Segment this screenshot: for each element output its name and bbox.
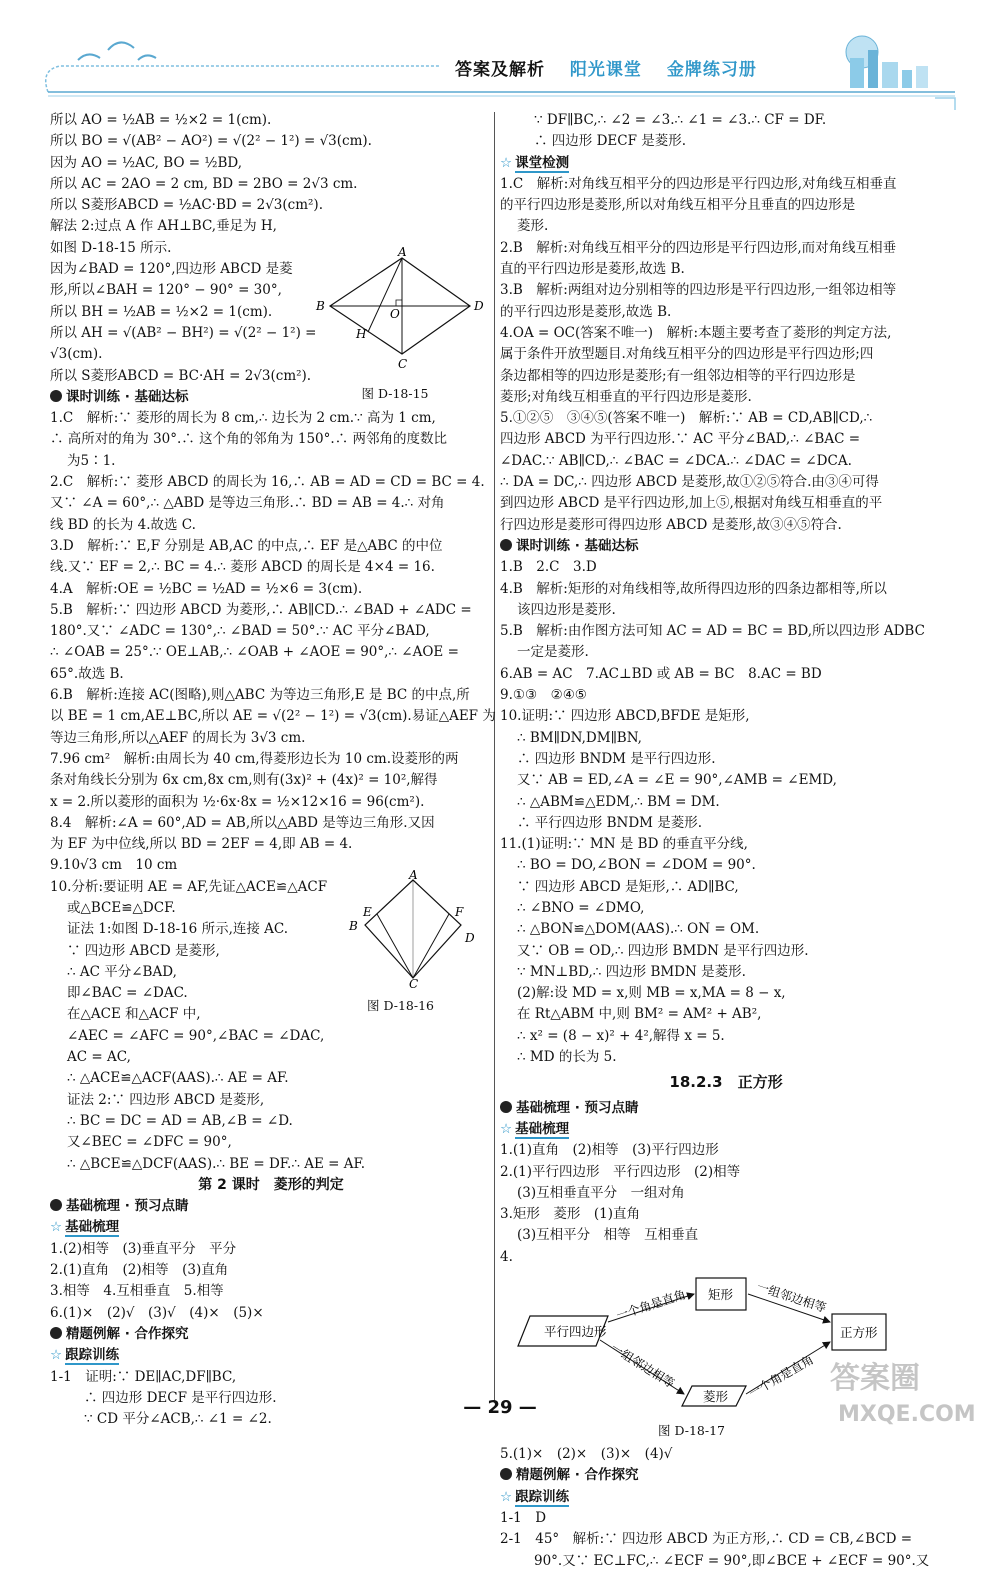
text-line: ∴ 四边形 BNDM 是平行四边形.: [517, 750, 716, 767]
text-line: 4.: [500, 1248, 513, 1265]
text-line: 的平行四边形是菱形,所以对角线互相平分且垂直的四边形是: [500, 197, 856, 214]
text-line: ∴ △ABM≌△EDM,∴ BM = DM.: [517, 793, 720, 810]
text-line: ∴ 平行四边形 BNDM 是菱形.: [517, 814, 703, 831]
text-line: 1.(2)相等 (3)垂直平分 平分: [50, 1240, 237, 1257]
text-line: ∴ △ACE≌△ACF(AAS).∴ AE = AF.: [67, 1070, 289, 1087]
edge-label: 一个角是直角: [614, 1287, 688, 1323]
subsection-heading: ☆ 基础梳理: [500, 1120, 570, 1137]
label-o: O: [390, 307, 400, 321]
text-line: 又∵ ∠A = 60°,∴ △ABD 是等边三角形.∴ BD = AB = 4.∴ 对角: [50, 495, 445, 512]
lesson-title: 第 2 课时 菱形的判定: [198, 1176, 344, 1193]
edge-label: 一组邻边相等: [755, 1279, 828, 1316]
label-d: D: [465, 931, 475, 945]
box-rhombus: 菱形: [703, 1389, 729, 1405]
text-line: 9.①③ ②④⑤: [500, 687, 587, 704]
text-line: ∵ 四边形 ABCD 是菱形,: [67, 942, 220, 959]
text-line: ∵ 四边形 ABCD 是矩形,∴ AD∥BC,: [517, 878, 739, 895]
text-line: 又∠BEC = ∠DFC = 90°,: [67, 1134, 232, 1151]
text-line: 菱形;对角线互相垂直的平行四边形是菱形.: [500, 388, 752, 405]
header-title-series: 阳光课堂: [569, 60, 642, 80]
section-bullet-icon: [500, 1101, 512, 1113]
text-line: 形,所以∠BAH = 120° − 90° = 30°,: [50, 282, 282, 299]
text-line: ∠AEC = ∠AFC = 90°,∠BAC = ∠DAC,: [67, 1027, 325, 1044]
text-line: x = 2.所以菱形的面积为 ½·6x·8x = ½×12×16 = 96(cm²).: [50, 793, 425, 810]
label-b: B: [316, 299, 325, 313]
text-line: 或△BCE≌△DCF.: [67, 899, 176, 916]
text-line: 直的平行四边形是菱形,故选 B.: [500, 261, 685, 278]
text-line: 所以 AO = ½AB = ½×2 = 1(cm).: [50, 112, 272, 128]
column-divider: [494, 112, 495, 1402]
label-a: A: [398, 246, 407, 259]
text-line: 2.C 解析:∵ 菱形 ABCD 的周长为 16,∴ AB = AD = CD = BC = 4.: [50, 474, 485, 491]
text-line: 在△ACE 和△ACF 中,: [67, 1006, 201, 1023]
edge-label: 一个角是直角: [746, 1352, 816, 1401]
text-line: 所以 AC = 2AO = 2 cm, BD = 2BO = 2√3 cm.: [50, 175, 358, 192]
text-line: (3)互相平分 相等 互相垂直: [517, 1227, 699, 1244]
text-line: 等边三角形,所以△AEF 的周长为 3√3 cm.: [50, 729, 306, 746]
text-line: ∴ BO = DO,∠BON = ∠DOM = 90°.: [517, 857, 756, 874]
text-line: ∴ BM∥DN,DM∥BN,: [517, 729, 642, 746]
box-rectangle: 矩形: [708, 1287, 734, 1303]
text-line: 2-1 45° 解析:∵ 四边形 ABCD 为正方形,∴ CD = CB,∠BCD =: [500, 1531, 913, 1548]
text-line: 7.96 cm² 解析:由周长为 40 cm,得菱形边长为 10 cm.设菱形的两: [50, 750, 459, 767]
figure-d-18-16: [345, 870, 485, 1014]
label-c: C: [409, 977, 419, 988]
text-line: 2.(1)直角 (2)相等 (3)直角: [50, 1262, 229, 1279]
text-line: 又∵ AB = ED,∠A = ∠E = 90°,∠AMB = ∠EMD,: [517, 772, 837, 789]
text-line: (2)解:设 MD = x,则 MB = x,MA = 8 − x,: [517, 985, 786, 1002]
text-line: 行四边形是菱形可得四边形 ABCD 是菱形,故③④⑤符合.: [500, 516, 842, 533]
text-line: ∴ AC 平分∠BAD,: [67, 963, 177, 980]
text-line: 线.又∵ EF = 2,∴ BC = 4.∴ 菱形 ABCD 的周长是 4×4 = 16.: [50, 559, 435, 576]
text-line: 因为 AO = ½AC, BO = ½BD,: [50, 154, 243, 171]
text-line: 菱形.: [517, 218, 549, 235]
text-line: ∠DAC.∵ AB∥CD,∴ ∠BAC = ∠DCA.∴ ∠DAC = ∠DCA.: [500, 452, 852, 469]
star-icon: ☆: [500, 1120, 513, 1137]
text-line: 的平行四边形是菱形,故选 B.: [500, 303, 672, 320]
text-line: ∵ MN⊥BD,∴ 四边形 BMDN 是菱形.: [517, 963, 746, 980]
box-parallelogram: 平行四边形: [544, 1324, 607, 1340]
text-line: 4.A 解析:OE = ½BC = ½AD = ½×6 = 3(cm).: [50, 580, 363, 597]
text-line: 该四边形是菱形.: [517, 601, 616, 618]
text-line: 11.(1)证明:∵ MN 是 BD 的垂直平分线,: [500, 836, 748, 853]
label-f: F: [455, 905, 464, 919]
figure-caption: 图 D-18-16: [367, 998, 434, 1014]
section-bullet-icon: [50, 1199, 62, 1211]
text-line: ∴ 四边形 DECF 是菱形.: [534, 133, 687, 150]
text-line: 5.①②⑤ ③④⑤(答案不唯一) 解析:∵ AB = CD,AB∥CD,∴: [500, 410, 873, 427]
text-line: ∵ CD 平分∠ACB,∴ ∠1 = ∠2.: [84, 1411, 272, 1428]
text-line: ∵ DF∥BC,∴ ∠2 = ∠3.∴ ∠1 = ∠3.∴ CF = DF.: [534, 112, 827, 128]
subsection-heading: ☆ 课堂检测: [500, 154, 570, 171]
watermark-logo: 答案圈: [830, 1361, 920, 1396]
text-line: 2.(1)平行四边形 平行四边形 (2)相等: [500, 1163, 741, 1180]
text-line: 5.B 解析:∵ 四边形 ABCD 为菱形,∴ AB∥CD.∴ ∠BAD + ∠ADC =: [50, 601, 472, 618]
text-line: 10.证明:∵ 四边形 ABCD,BFDE 是矩形,: [500, 708, 750, 725]
label-a: A: [409, 870, 418, 882]
section-heading: 精题例解 · 合作探究: [500, 1465, 952, 1486]
text-line: ∴ △BON≌△DOM(AAS).∴ ON = OM.: [517, 921, 760, 938]
text-line: 条对角线长分别为 6x cm,8x cm,则有(3x)² + (4x)² = 10²,解得: [50, 772, 438, 789]
text-line: 在 Rt△ABM 中,则 BM² = AM² + AB²,: [517, 1006, 762, 1023]
label-h: H: [356, 327, 367, 341]
header-title-answers: 答案及解析: [455, 60, 545, 80]
text-line: 3.D 解析:∵ E,F 分别是 AB,AC 的中点,∴ EF 是△ABC 的中位: [50, 537, 443, 554]
box-square: 正方形: [840, 1325, 878, 1341]
text-line: 以 BE = 1 cm,AE⊥BC,所以 AE = √(2² − 1²) = √3(cm).易证△AEF 为: [50, 708, 496, 725]
text-line: 1-1 D: [500, 1509, 547, 1526]
text-line: 到四边形 ABCD 是平行四边形,加上⑤,根据对角线互相垂直的平: [500, 495, 883, 512]
star-icon: ☆: [50, 1219, 63, 1236]
text-line: ∴ 四边形 DECF 是平行四边形.: [84, 1389, 277, 1406]
figure-caption: 图 D-18-15: [361, 386, 429, 402]
text-line: ∴ DA = DC,∴ 四边形 ABCD 是菱形,故①②⑤符合.由③④可得: [500, 474, 879, 491]
text-line: 又∵ OB = OD,∴ 四边形 BMDN 是平行四边形.: [517, 942, 809, 959]
text-line: AC = AC,: [67, 1049, 131, 1066]
star-icon: ☆: [500, 1488, 513, 1505]
text-line: 为5∶1.: [67, 452, 116, 469]
subsection-heading: ☆ 基础梳理: [50, 1219, 120, 1236]
text-line: ∴ MD 的长为 5.: [517, 1049, 617, 1066]
text-line: ∴ x² = (8 − x)² + 4²,解得 x = 5.: [517, 1027, 725, 1044]
watermark-url: MXQE.COM: [838, 1402, 976, 1427]
edge-label: 一组邻边相等: [608, 1340, 677, 1391]
section-heading: 精题例解 · 合作探究: [50, 1324, 492, 1345]
page-number: — 29 —: [463, 1397, 537, 1418]
label-b: B: [349, 919, 358, 933]
header-title-book: 金牌练习册: [666, 60, 757, 80]
text-line: 线 BD 的长为 4.故选 C.: [50, 516, 196, 533]
page-header: [0, 0, 1000, 110]
text-line: ∴ ∠BNO = ∠DMO,: [517, 899, 645, 916]
text-line: 如图 D-18-15 所示.: [50, 239, 172, 256]
text-line: 8.4 解析:∠A = 60°,AD = AB,所以△ABD 是等边三角形.又因: [50, 814, 435, 831]
text-line: 3.矩形 菱形 (1)直角: [500, 1206, 641, 1223]
text-line: 证法 1:如图 D-18-16 所示,连接 AC.: [67, 921, 289, 938]
rhombus-diagram: [345, 870, 485, 988]
section-bullet-icon: [500, 539, 512, 551]
text-line: 所以 AH = √(AB² − BH²) = √(2² − 1²) =: [50, 324, 317, 341]
text-line: 四边形 ABCD 为平行四边形.∵ AC 平分∠BAD,∴ ∠BAC =: [500, 431, 861, 448]
text-line: 4.B 解析:矩形的对角线相等,故所得四边形的四条边都相等,所以: [500, 580, 887, 597]
text-line: (3)互相垂直平分 一组对角: [517, 1184, 685, 1201]
section-heading: 基础梳理 · 预习点睛: [500, 1098, 952, 1119]
rhombus-diagram: [310, 246, 490, 376]
text-line: ∴ BC = DC = AD = AB,∠B = ∠D.: [67, 1112, 293, 1129]
text-line: 所以 BH = ½AB = ½×2 = 1(cm).: [50, 303, 273, 320]
label-d: D: [474, 299, 484, 313]
text-line: 1.C 解析:对角线互相平分的四边形是平行四边形,对角线互相垂直: [500, 175, 897, 192]
text-line: 6.B 解析:连接 AC(图略),则△ABC 为等边三角形,E 是 BC 的中点,所: [50, 687, 470, 704]
text-line: 4.OA = OC(答案不唯一) 解析:本题主要考查了菱形的判定方法,: [500, 324, 892, 341]
header-decoration: [0, 0, 1000, 110]
section-title: 18.2.3 正方形: [669, 1073, 783, 1092]
text-line: 所以 S菱形ABCD = ½AC·BD = 2√3(cm²).: [50, 197, 323, 214]
text-line: 3.B 解析:两组对边分别相等的四边形是平行四边形,一组邻边相等: [500, 282, 897, 299]
text-line: √3(cm).: [50, 346, 103, 363]
text-line: 1.B 2.C 3.D: [500, 559, 597, 576]
right-column: [500, 110, 952, 1572]
section-heading: 课时训练 · 基础达标: [500, 536, 952, 557]
text-line: ∴ ∠OAB = 25°.∵ OE⊥AB,∴ ∠OAB + ∠AOE = 90°,∴ ∠AOE =: [50, 644, 459, 661]
text-line: 6.(1)× (2)√ (3)√ (4)× (5)×: [50, 1304, 264, 1321]
label-e: E: [363, 905, 372, 919]
text-line: 180°.又∵ ∠ADC = 130°,∴ ∠BAD = 50°.∵ AC 平分∠BAD,: [50, 623, 430, 640]
figure-caption: 图 D-18-17: [658, 1423, 725, 1439]
text-line: 9.10√3 cm 10 cm: [50, 857, 178, 874]
text-line: 所以 S菱形ABCD = BC·AH = 2√3(cm²).: [50, 367, 312, 384]
subsection-heading: ☆ 跟踪训练: [500, 1488, 570, 1505]
text-line: 1.(1)直角 (2)相等 (3)平行四边形: [500, 1142, 719, 1159]
figure-d-18-15: [310, 246, 490, 402]
text-line: 属于条件开放型题目.对角线互相平分的四边形是平行四边形;四: [500, 346, 874, 363]
text-line: 1-1 证明:∵ DE∥AC,DF∥BC,: [50, 1368, 237, 1385]
section-heading: 课时训练 · 基础达标: [50, 387, 492, 408]
star-icon: ☆: [500, 154, 513, 171]
text-line: 解法 2:过点 A 作 AH⊥BC,垂足为 H,: [50, 218, 277, 235]
label-c: C: [398, 357, 408, 371]
text-line: 90°.又∵ EC⊥FC,∴ ∠ECF = 90°,即∠BCE + ∠ECF = 90°.又: [534, 1552, 930, 1569]
section-bullet-icon: [500, 1468, 512, 1480]
text-line: 一定是菱形.: [517, 644, 589, 661]
text-line: 因为∠BAD = 120°,四边形 ABCD 是菱: [50, 261, 293, 278]
text-line: 即∠BAC = ∠DAC.: [67, 985, 188, 1002]
text-line: ∴ △BCE≌△DCF(AAS).∴ BE = DF.∴ AE = AF.: [67, 1155, 366, 1172]
text-line: 证法 2:∵ 四边形 ABCD 是菱形,: [67, 1091, 265, 1108]
text-line: 为 EF 为中位线,所以 BD = 2EF = 4,即 AB = 4.: [50, 836, 353, 853]
text-line: 所以 BO = √(AB² − AO²) = √(2² − 1²) = √3(cm).: [50, 133, 372, 150]
text-line: 5.(1)× (2)× (3)× (4)√: [500, 1446, 673, 1463]
text-line: 条边都相等的四边形是菱形;有一组邻边相等的平行四边形是: [500, 367, 856, 384]
section-bullet-icon: [50, 1327, 62, 1339]
text-line: 3.相等 4.互相垂直 5.相等: [50, 1283, 224, 1300]
section-bullet-icon: [50, 390, 62, 402]
text-line: 2.B 解析:对角线互相平分的四边形是平行四边形,而对角线互相垂: [500, 239, 897, 256]
text-line: 6.AB = AC 7.AC⊥BD 或 AB = BC 8.AC = BD: [500, 665, 822, 682]
star-icon: ☆: [50, 1347, 63, 1364]
subsection-heading: ☆ 跟踪训练: [50, 1347, 120, 1364]
text-line: 5.B 解析:由作图方法可知 AC = AD = BC = BD,所以四边形 ADBC: [500, 623, 925, 640]
text-line: 65°.故选 B.: [50, 665, 124, 682]
text-line: 10.分析:要证明 AE = AF,先证△ACE≌△ACF: [50, 878, 328, 895]
text-line: ∴ 高所对的角为 30°.∴ 这个角的邻角为 150°.∴ 两邻角的度数比: [50, 431, 447, 448]
text-line: 1.C 解析:∵ 菱形的周长为 8 cm,∴ 边长为 2 cm.∵ 高为 1 cm,: [50, 410, 436, 427]
section-heading: 基础梳理 · 预习点睛: [50, 1196, 492, 1217]
